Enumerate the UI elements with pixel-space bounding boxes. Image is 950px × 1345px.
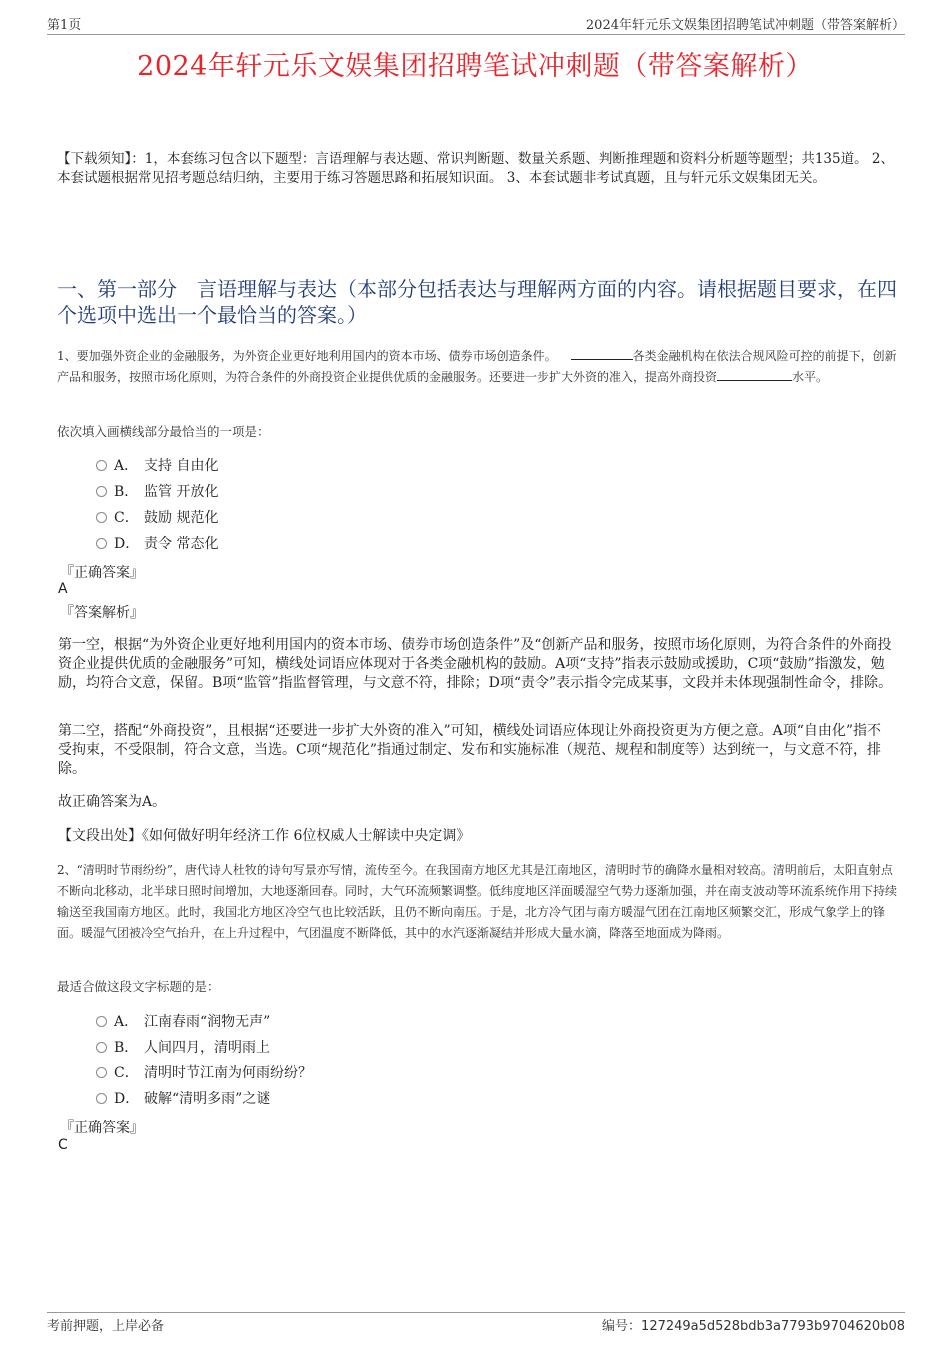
download-notice: 【下载须知】：1，本套练习包含以下题型：言语理解与表达题、常识判断题、数量关系题、判断推理题和资料分析题等题型；共135道。 2、本套试题根据常见招考题总结归纳，主要用于练习答题思路和拓展知识面。 3、本套试题非考试真题，且与轩元乐文娱集团无关。	[57, 151, 894, 186]
q1-analysis-p3: 故正确答案为A。	[58, 794, 167, 810]
option-text: 人间四月，清明雨上	[144, 1040, 270, 1056]
q1-option-d[interactable]	[96, 534, 218, 554]
q2-option-c[interactable]	[96, 1063, 312, 1083]
question-2-prompt: 最适合做这段文字标题的是：	[57, 979, 220, 994]
q1-option-a[interactable]	[96, 456, 218, 476]
option-text: 支持 自由化	[144, 458, 219, 474]
radio-icon[interactable]	[96, 1067, 107, 1078]
option-text: 鼓励 规范化	[144, 510, 219, 526]
q1-option-b[interactable]	[96, 482, 218, 502]
section-title: 一、第一部分 言语理解与表达（本部分包括表达与理解两方面的内容。请根据题目要求，在四个选项中选出一个最恰当的答案。）	[57, 277, 897, 327]
page-footer	[47, 1312, 905, 1335]
radio-icon[interactable]	[96, 538, 107, 549]
q2-option-d[interactable]	[96, 1089, 270, 1109]
option-key: C．	[114, 1065, 139, 1081]
footer-code-value: 127249a5d528bdb3a7793b9704620b08	[641, 1319, 905, 1334]
q1-analysis-p2: 第二空，搭配“外商投资”，且根据“还要进一步扩大外资的准入”可知，横线处词语应体现让外商投资更为方便之意。A项“自由化”指不受拘束，不受限制，符合文意，当选。C项“规范化”指通过制定、发布和实施标准（规范、规程和制度等）达到统一，与文意不符，排除。	[58, 723, 882, 777]
q1-answer-label: 『正确答案』	[60, 565, 144, 581]
q2-answer: C	[58, 1137, 68, 1153]
blank-2	[717, 368, 792, 381]
option-key: D．	[114, 1091, 140, 1107]
page-header	[47, 14, 905, 35]
question-1-text-a: 1、要加强外资企业的金融服务，为外资企业更好地利用国内的资本市场、债券市场创造条件。	[57, 349, 557, 363]
question-2-text: 2、“清明时节雨纷纷”，唐代诗人杜牧的诗句写景亦写情，流传至今。在我国南方地区尤其是江南地区，清明时节的确降水量相对较高。清明前后，太阳直射点不断向北移动，北半球日照时间增加，大地逐渐回春。同时，大气环流频繁调整。低纬度地区洋面暖湿空气势力逐渐加强，并在南支波动等环流系统作用下持续输送至我国南方地区。此时，我国北方地区冷空气也比较活跃，且仍不断向南压。于是，北方冷气团与南方暖湿气团在江南地区频繁交汇，形成气象学上的锋面。暖湿气团被冷空气抬升，在上升过程中，气团温度不断降低，其中的水汽逐渐凝结并形成大量水滴，降落至地面成为降雨。	[57, 863, 898, 940]
question-1-text-c: 水平。	[792, 370, 829, 384]
q1-answer: A	[58, 581, 68, 597]
q1-source: 【文段出处】《如何做好明年经济工作 6位权威人士解读中央定调》	[58, 828, 471, 844]
option-text: 清明时节江南为何雨纷纷？	[144, 1065, 312, 1081]
header-doc-title: 2024年轩元乐文娱集团招聘笔试冲刺题（带答案解析）	[585, 18, 905, 33]
page-title: 2024年轩元乐文娱集团招聘笔试冲刺题（带答案解析）	[137, 51, 813, 82]
option-text: 江南春雨“润物无声”	[144, 1014, 271, 1030]
radio-icon[interactable]	[96, 512, 107, 523]
q1-analysis-label: 『答案解析』	[60, 605, 144, 621]
q2-answer-label: 『正确答案』	[60, 1120, 144, 1136]
radio-icon[interactable]	[96, 1016, 107, 1027]
option-key: A．	[114, 458, 139, 474]
q1-analysis-p1: 第一空，根据“为外资企业更好地利用国内的资本市场、债券市场创造条件”及“创新产品和服务，按照市场化原则，为符合条件的外商投资企业提供优质的金融服务”可知，横线处词语应体现对于各类金融机构的鼓励。A项“支持”指表示鼓励或援助，C项“鼓励”指激发，勉励，均符合文意，保留。B项“监管”指监督管理，与文意不符，排除；D项“责令”表示指令完成某事，文段并未体现强制性命令，排除。	[58, 637, 893, 691]
option-key: A．	[114, 1014, 139, 1030]
option-key: D．	[114, 536, 140, 552]
option-text: 责令 常态化	[144, 536, 219, 552]
radio-icon[interactable]	[96, 460, 107, 471]
question-1-text	[57, 346, 897, 388]
footer-code	[602, 1315, 905, 1334]
page-number: 第1页	[47, 18, 82, 33]
footer-code-label: 编号：	[602, 1319, 642, 1334]
q1-option-c[interactable]	[96, 508, 218, 528]
blank-1	[571, 347, 633, 360]
option-text: 监管 开放化	[144, 484, 219, 500]
question-1-prompt: 依次填入画横线部分最恰当的一项是：	[57, 424, 270, 439]
q2-option-b[interactable]	[96, 1038, 270, 1058]
radio-icon[interactable]	[96, 1093, 107, 1104]
question-1-text-b: 各类金融机构在依法合规风险可控的前提下，创新产品和服务，按照市场化原则，为符合条件的外商投资企业提供优质的金融服务。还要进一步扩大外资的准入，提高外商投资	[57, 349, 897, 384]
footer-slogan: 考前押题，上岸必备	[47, 1319, 165, 1334]
option-key: B．	[114, 1040, 139, 1056]
q2-option-a[interactable]	[96, 1012, 270, 1032]
radio-icon[interactable]	[96, 1042, 107, 1053]
option-key: B．	[114, 484, 139, 500]
option-key: C．	[114, 510, 139, 526]
option-text: 破解“清明多雨”之谜	[144, 1091, 271, 1107]
radio-icon[interactable]	[96, 486, 107, 497]
